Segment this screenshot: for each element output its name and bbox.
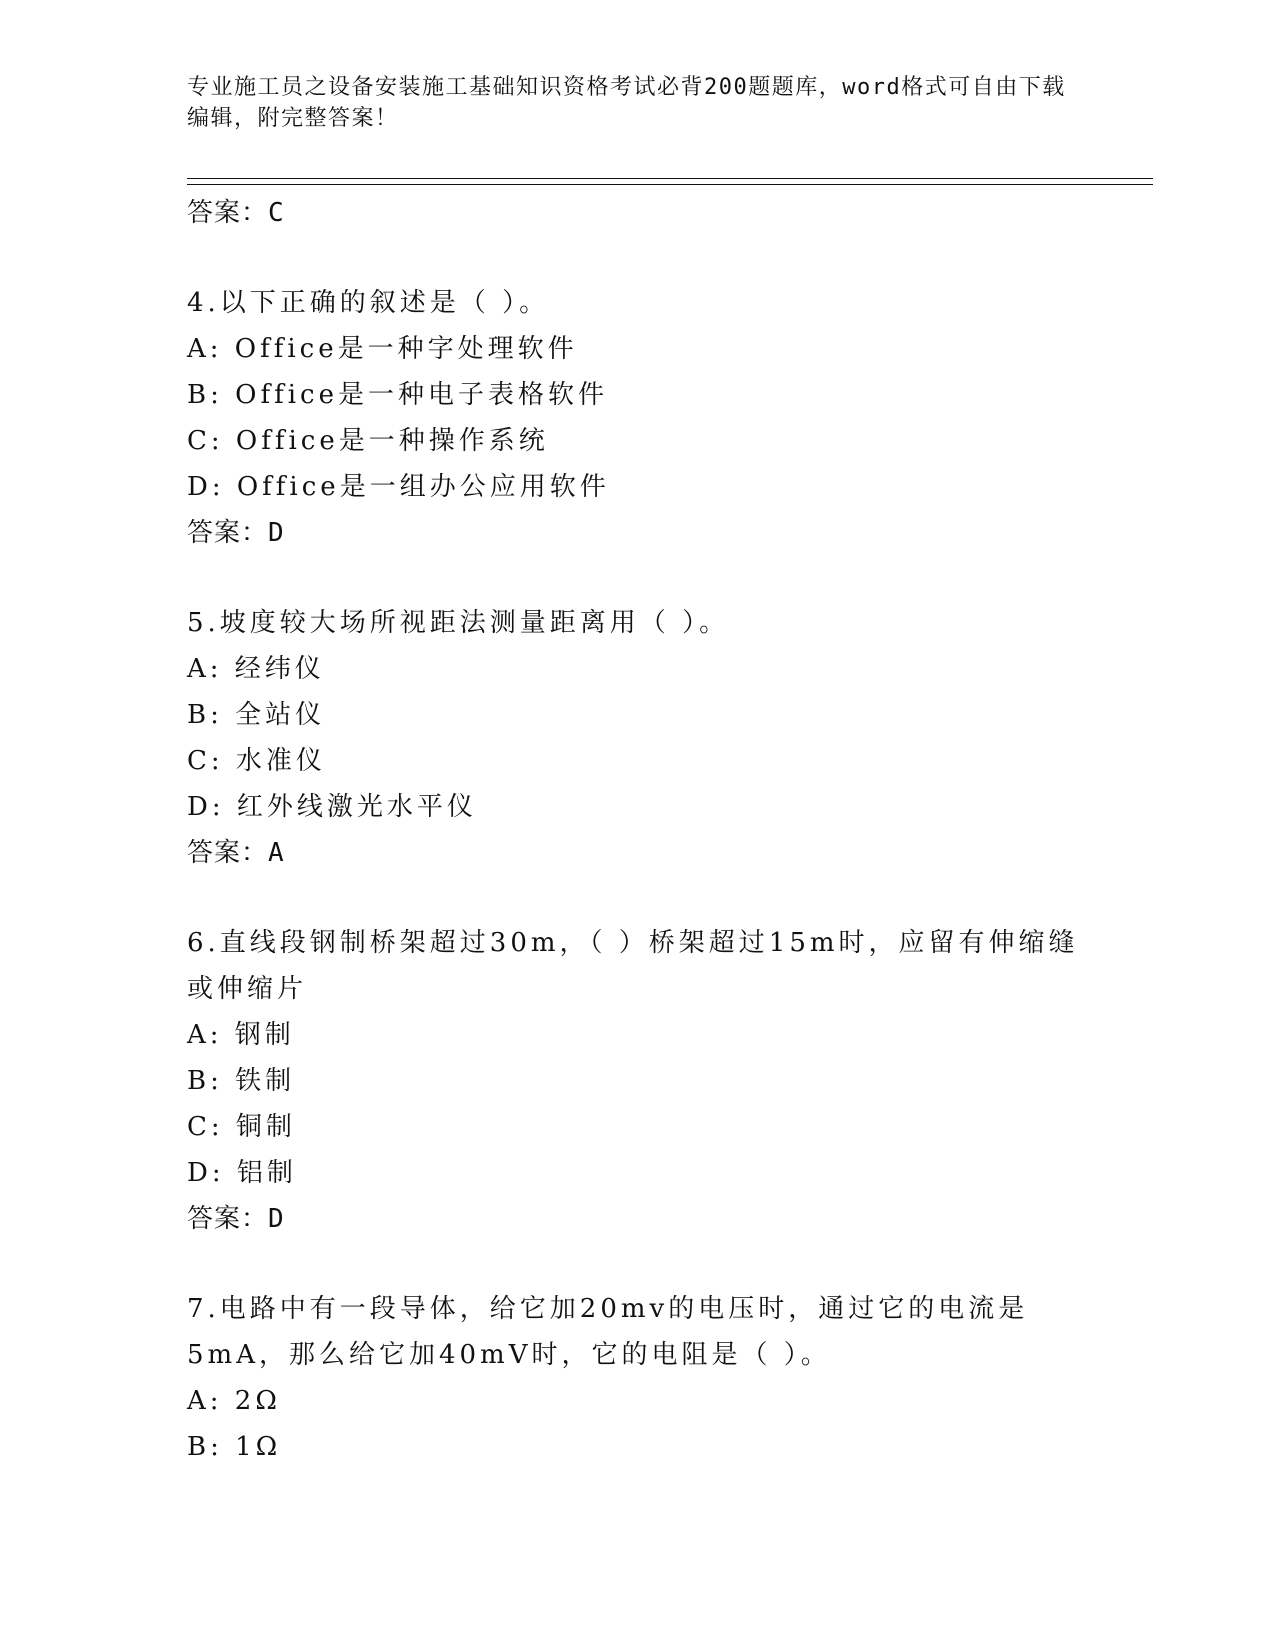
question-stem: 6.直线段钢制桥架超过30m，（ ）桥架超过15m时，应留有伸缩缝或伸缩片 [187, 928, 1079, 1004]
page-header: 专业施工员之设备安装施工基础知识资格考试必背200题题库，word格式可自由下载编辑，附完整答案！ [187, 75, 1066, 131]
option-a: A: 经纬仪 [187, 654, 325, 684]
option-b: B: 铁制 [187, 1066, 296, 1096]
answer-line: 答案：D [187, 518, 285, 548]
question-list [187, 190, 1087, 1470]
option-a: A: Office是一种字处理软件 [187, 334, 578, 364]
answer-line: 答案：C [187, 198, 285, 228]
option-c: C: 水准仪 [187, 746, 326, 776]
option-d: D: 铝制 [187, 1158, 297, 1188]
question-5 [187, 600, 1087, 876]
option-b: B: 1Ω [187, 1432, 282, 1462]
question-4 [187, 280, 1087, 556]
answer-line: 答案：A [187, 838, 285, 868]
question-7 [187, 1286, 1087, 1470]
header-divider [187, 178, 1153, 185]
question-6 [187, 920, 1087, 1242]
question-stem: 5.坡度较大场所视距法测量距离用（ ）。 [187, 608, 730, 638]
option-c: C: 铜制 [187, 1112, 296, 1142]
option-a: A: 2Ω [187, 1386, 281, 1416]
option-d: D: 红外线激光水平仪 [187, 792, 477, 822]
option-d: D: Office是一组办公应用软件 [187, 472, 610, 502]
option-c: C: Office是一种操作系统 [187, 426, 549, 456]
answer-line: 答案：D [187, 1204, 285, 1234]
option-b: B: 全站仪 [187, 700, 326, 730]
option-b: B: Office是一种电子表格软件 [187, 380, 608, 410]
question-stem: 7.电路中有一段导体，给它加20mv的电压时，通过它的电流是5mA，那么给它加40mV时，它的电阻是（ ）。 [187, 1294, 1029, 1370]
option-a: A: 钢制 [187, 1020, 295, 1050]
question-stem: 4.以下正确的叙述是（ ）。 [187, 288, 550, 318]
